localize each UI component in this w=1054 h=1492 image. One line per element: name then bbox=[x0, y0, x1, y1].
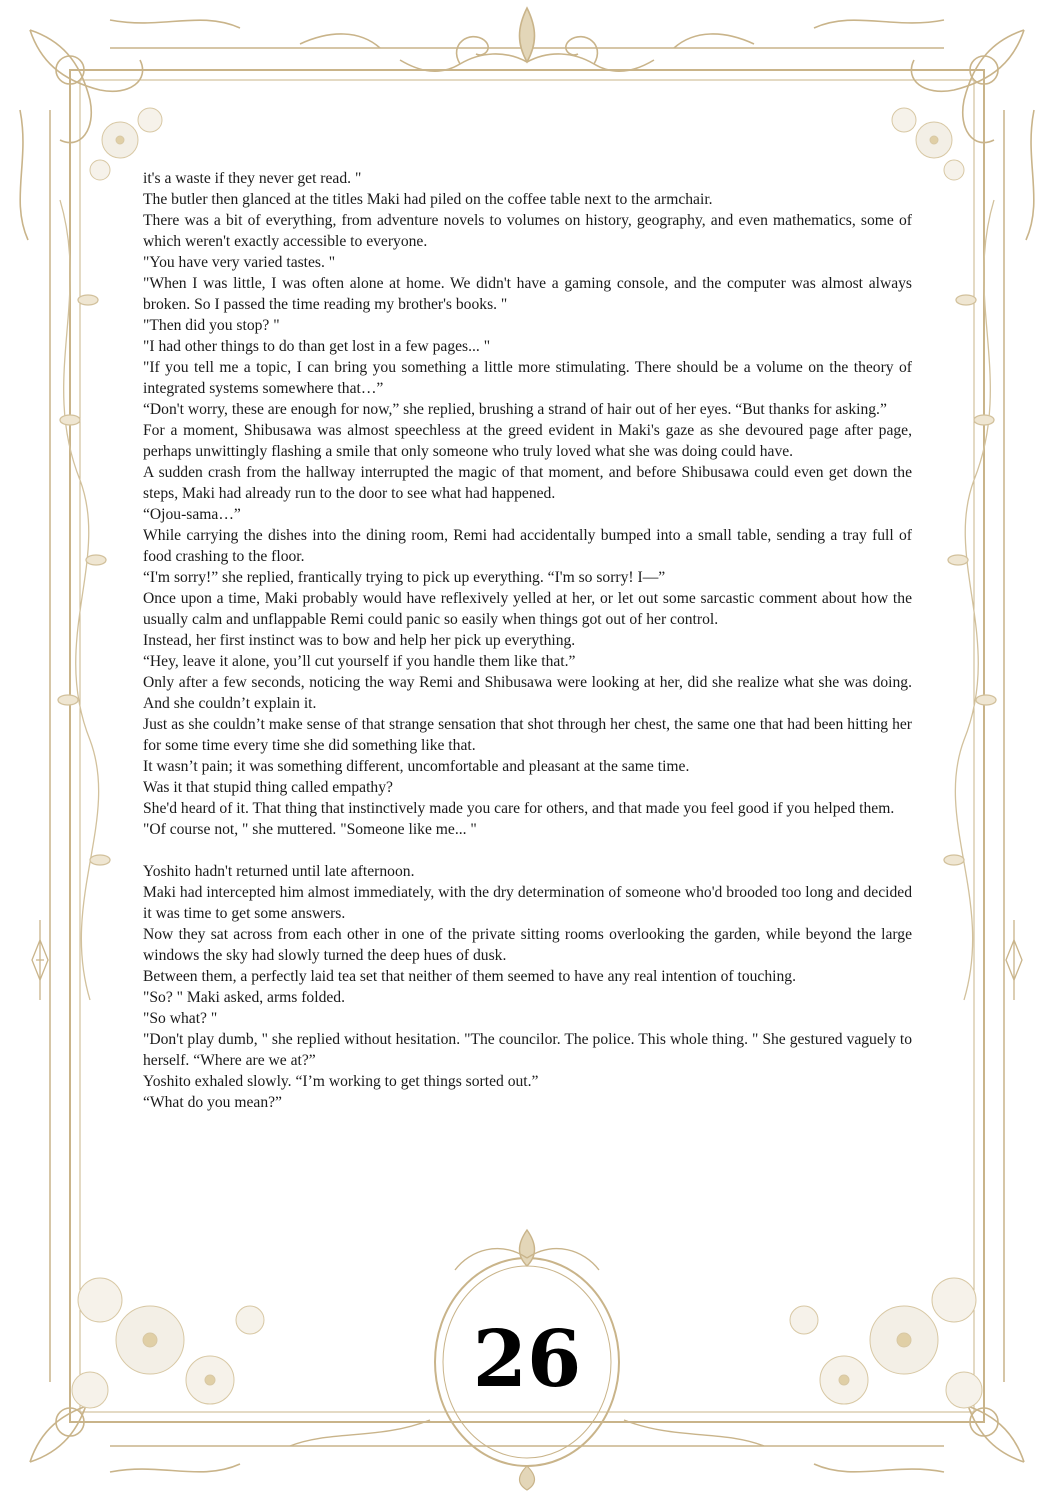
flower-cluster-bottom-left bbox=[72, 1278, 264, 1408]
paragraph: For a moment, Shibusawa was almost speechless at the greed evident in Maki's gaze as she devoured page after page, perhaps unwittingly flashing a smile that only someone who truly loved what she was doing could have. bbox=[143, 422, 912, 460]
paragraph: Now they sat across from each other in one of the private sitting rooms overlooking the garden, while beyond the large windows the sky had slowly turned the deep hues of dusk. bbox=[143, 926, 912, 964]
paragraph: “Ojou-sama…” bbox=[143, 506, 241, 523]
paragraph: "So what? " bbox=[143, 1010, 218, 1027]
paragraph: Instead, her first instinct was to bow and help her pick up everything. bbox=[143, 632, 576, 649]
flower-cluster-bottom-right bbox=[790, 1278, 982, 1408]
paragraph: "Then did you stop? " bbox=[143, 317, 280, 334]
paragraph: It wasn’t pain; it was something different, uncomfortable and pleasant at the same time. bbox=[143, 758, 690, 775]
paragraph: A sudden crash from the hallway interrupted the magic of that moment, and before Shibusawa could even get down the steps, Maki had already run to the door to see what had happened. bbox=[143, 464, 912, 502]
paragraph: “Don't worry, these are enough for now,” she replied, brushing a strand of hair out of her eyes. “But thanks for asking.” bbox=[143, 401, 887, 418]
paragraph: "You have very varied tastes. " bbox=[143, 254, 336, 271]
paragraph: “I'm sorry!” she replied, frantically trying to pick up everything. “I'm so sorry! I—” bbox=[143, 569, 666, 586]
paragraph: Yoshito exhaled slowly. “I’m working to get things sorted out.” bbox=[143, 1073, 539, 1090]
paragraph: "Don't play dumb, " she replied without hesitation. "The councilor. The police. This whole thing. " She gestured vaguely to herself. “Where are we at?” bbox=[143, 1031, 912, 1069]
paragraph: Yoshito hadn't returned until late afternoon. bbox=[143, 863, 415, 880]
paragraph: Maki had intercepted him almost immediately, with the dry determination of someone who'd brooded too long and decided it was time to get some answers. bbox=[143, 884, 912, 922]
paragraph: Just as she couldn’t make sense of that strange sensation that shot through her chest, the same one that had been hitting her for some time every time she did something like that. bbox=[143, 716, 912, 754]
paragraph: "If you tell me a topic, I can bring you something a little more stimulating. There should be a volume on the theory of integrated systems somewhere that…” bbox=[143, 359, 912, 397]
paragraph: "Of course not, " she muttered. "Someone like me... " bbox=[143, 821, 477, 838]
paragraph: There was a bit of everything, from adventure novels to volumes on history, geography, and even mathematics, some of which weren't exactly accessible to everyone. bbox=[143, 212, 912, 250]
top-finial-ornament bbox=[300, 8, 754, 71]
chapter-text bbox=[143, 168, 912, 1113]
paragraph: “What do you mean?” bbox=[143, 1094, 282, 1111]
paragraph: Between them, a perfectly laid tea set that neither of them seemed to have any real intention of touching. bbox=[143, 968, 796, 985]
scene-break bbox=[143, 840, 912, 861]
paragraph: While carrying the dishes into the dining room, Remi had accidentally bumped into a small table, sending a tray full of food crashing to the floor. bbox=[143, 527, 912, 565]
paragraph: it's a waste if they never get read. " bbox=[143, 170, 362, 187]
paragraph: Once upon a time, Maki probably would have reflexively yelled at her, or let out some sarcastic comment about how the usually calm and unflappable Remi could panic so easily when things got out of her control. bbox=[143, 590, 912, 628]
paragraph: "I had other things to do than get lost in a few pages... " bbox=[143, 338, 491, 355]
paragraph: The butler then glanced at the titles Maki had piled on the coffee table next to the armchair. bbox=[143, 191, 713, 208]
page-number: 26 bbox=[472, 1314, 582, 1405]
paragraph: "So? " Maki asked, arms folded. bbox=[143, 989, 345, 1006]
paragraph: "When I was little, I was often alone at home. We didn't have a gaming console, and the computer was almost always broken. So I passed the time reading my brother's books. " bbox=[143, 275, 912, 313]
paragraph: “Hey, leave it alone, you’ll cut yourself if you handle them like that.” bbox=[143, 653, 576, 670]
paragraph: Only after a few seconds, noticing the way Remi and Shibusawa were looking at her, did she realize what she was doing. And she couldn’t explain it. bbox=[143, 674, 912, 712]
paragraph: Was it that stupid thing called empathy? bbox=[143, 779, 393, 796]
paragraph: She'd heard of it. That thing that instinctively made you care for others, and that made you feel good if you helped them. bbox=[143, 800, 895, 817]
